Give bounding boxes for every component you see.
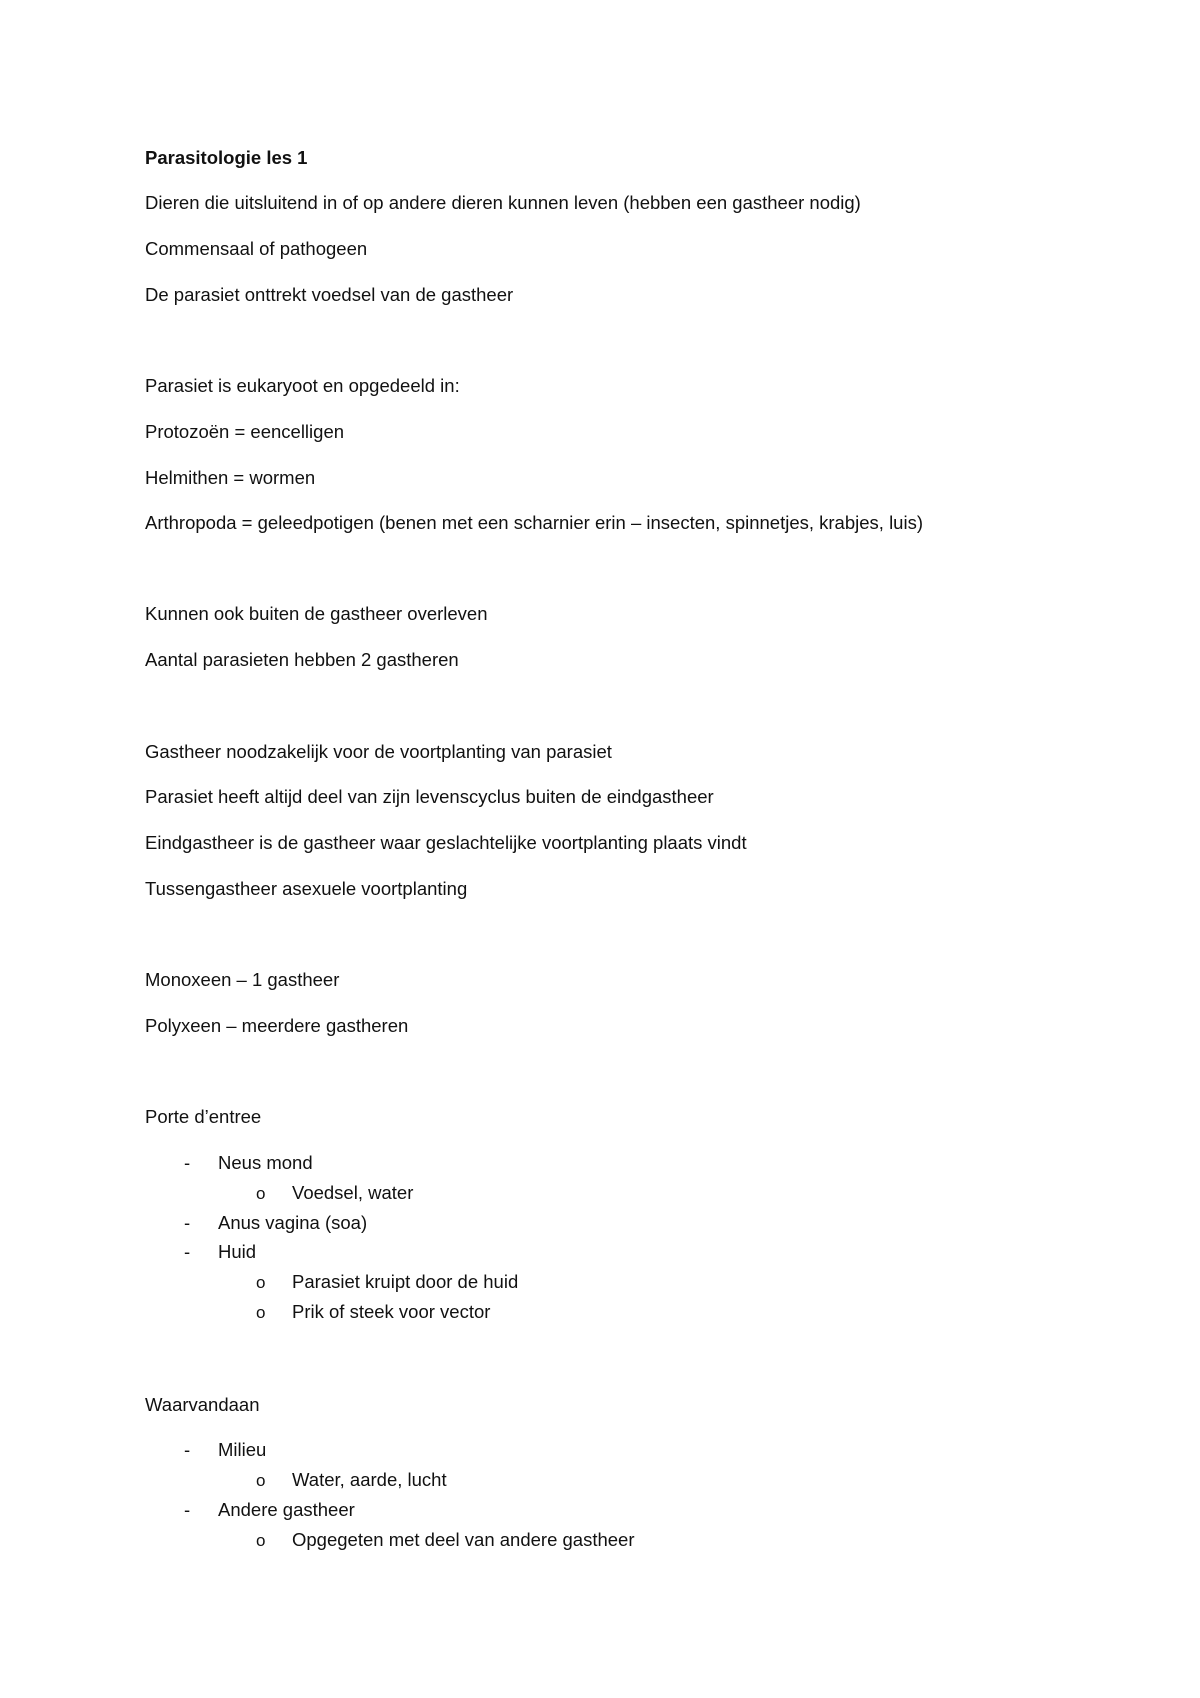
paragraph-line: Monoxeen – 1 gastheer [145, 969, 340, 990]
circle-bullet: o [256, 1531, 266, 1550]
paragraph-line: Eindgastheer is de gastheer waar geslachtelijke voortplanting plaats vindt [145, 832, 747, 853]
paragraph-line: Dieren die uitsluitend in of op andere dieren kunnen leven (hebben een gastheer nodig) [145, 192, 861, 213]
sub-list-item: Opgegeten met deel van andere gastheer [292, 1529, 635, 1550]
sub-list-item: Prik of steek voor vector [292, 1301, 491, 1322]
paragraph-line: Helmithen = wormen [145, 467, 316, 488]
dash-bullet: - [184, 1152, 191, 1173]
sub-list-item: Water, aarde, lucht [292, 1469, 447, 1490]
circle-bullet: o [256, 1184, 266, 1203]
sub-list-item: Parasiet kruipt door de huid [292, 1271, 519, 1292]
dash-bullet: - [184, 1212, 191, 1233]
section-heading: Waarvandaan [145, 1394, 260, 1415]
dash-bullet: - [184, 1499, 191, 1520]
paragraph-line: Gastheer noodzakelijk voor de voortplanting van parasiet [145, 741, 612, 762]
paragraph-line: Kunnen ook buiten de gastheer overleven [145, 603, 488, 624]
list-item: Milieu [218, 1439, 267, 1460]
paragraph-line: Arthropoda = geleedpotigen (benen met een scharnier erin – insecten, spinnetjes, krabjes, luis) [145, 512, 923, 533]
list-item: Huid [218, 1241, 257, 1262]
paragraph-line: Parasiet heeft altijd deel van zijn levenscyclus buiten de eindgastheer [145, 786, 714, 807]
paragraph-line: Parasiet is eukaryoot en opgedeeld in: [145, 375, 460, 396]
circle-bullet: o [256, 1273, 266, 1292]
section-heading: Porte d’entree [145, 1106, 262, 1127]
circle-bullet: o [256, 1471, 266, 1490]
paragraph-line: Protozoën = eencelligen [145, 421, 345, 442]
dash-bullet: - [184, 1241, 191, 1262]
list-item: Neus mond [218, 1152, 313, 1173]
list-item: Andere gastheer [218, 1499, 355, 1520]
paragraph-line: Aantal parasieten hebben 2 gastheren [145, 649, 459, 670]
dash-bullet: - [184, 1439, 191, 1460]
sub-list-item: Voedsel, water [292, 1182, 414, 1203]
paragraph-line: De parasiet onttrekt voedsel van de gastheer [145, 284, 514, 305]
paragraph-line: Commensaal of pathogeen [145, 238, 368, 259]
circle-bullet: o [256, 1303, 266, 1322]
list-item: Anus vagina (soa) [218, 1212, 368, 1233]
document-title: Parasitologie les 1 [145, 147, 308, 168]
paragraph-line: Tussengastheer asexuele voortplanting [145, 878, 468, 899]
paragraph-line: Polyxeen – meerdere gastheren [145, 1015, 409, 1036]
